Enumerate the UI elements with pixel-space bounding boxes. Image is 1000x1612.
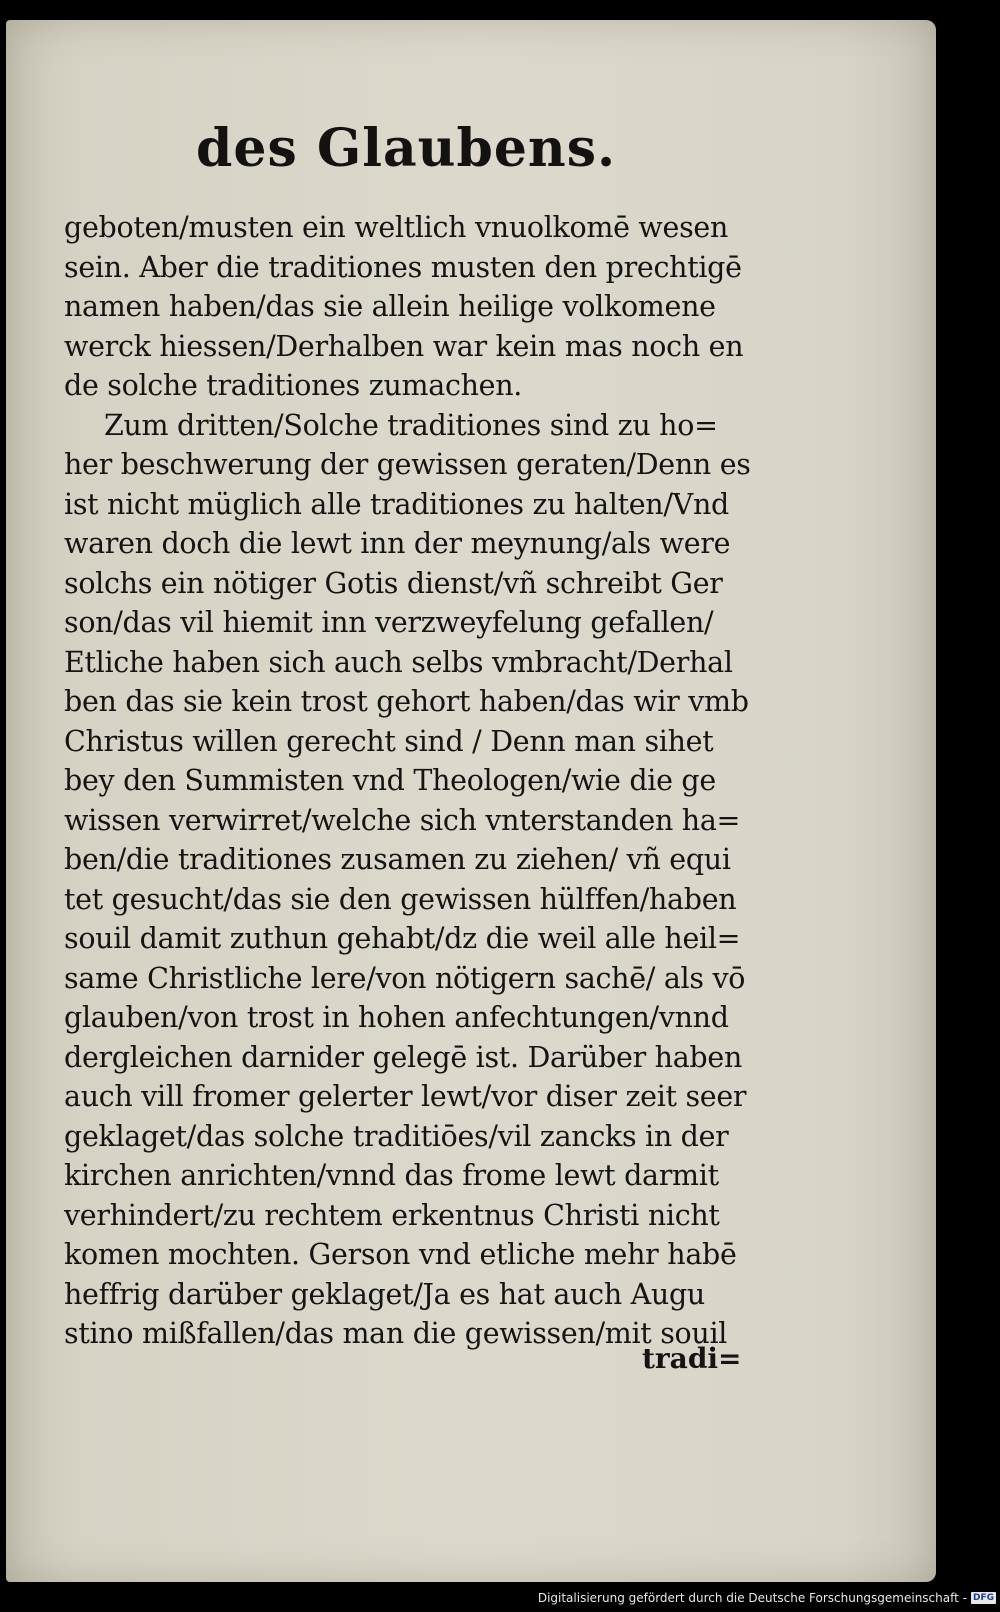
digitization-footer: [538, 1586, 996, 1610]
dfg-logo-icon: DFG: [972, 1593, 994, 1603]
text-line: ist nicht müglich alle traditiones zu halten/Vnd: [64, 487, 729, 521]
text-line: wissen verwirret/welche sich vnterstanden ha=: [64, 803, 741, 837]
running-head: des Glaubens.: [196, 118, 617, 179]
text-line: dergleichen darnider gelegē ist. Darüber haben: [64, 1040, 742, 1074]
text-line: de solche traditiones zumachen.: [64, 369, 523, 402]
text-line: kirchen anrichten/vnnd das frome lewt darmit: [64, 1159, 719, 1192]
text-line: souil damit zuthun gehabt/dz die weil alle heil=: [64, 922, 741, 955]
text-line: Zum dritten/Solche traditiones sind zu ho=: [104, 408, 718, 442]
text-line: werck hiessen/Derhalben war kein mas noch en: [64, 329, 744, 363]
text-line: Christus willen gerecht sind / Denn man sihet: [64, 724, 714, 758]
text-line: geklaget/das solche traditiōes/vil zancks in der: [64, 1119, 729, 1153]
text-line: sein. Aber die traditiones musten den prechtigē: [64, 250, 742, 284]
text-line: namen haben/das sie allein heilige volkomene: [64, 290, 716, 323]
text-block: [64, 208, 764, 1354]
text-line: komen mochten. Gerson vnd etliche mehr habē: [64, 1238, 737, 1271]
text-line: ben/die traditiones zusamen zu ziehen/ vñ equi: [64, 843, 731, 876]
text-line: geboten/musten ein weltlich vnuolkomē wesen: [64, 211, 729, 244]
text-line: waren doch die lewt inn der meynung/als were: [64, 527, 731, 560]
text-line: Etliche haben sich auch selbs vmbracht/Derhal: [64, 645, 733, 679]
text-line: ben das sie kein trost gehort haben/das wir vmb: [64, 685, 749, 718]
text-line: same Christliche lere/von nötigern sachē/ als vō: [64, 961, 746, 995]
text-line: tet gesucht/das sie den gewissen hülffen/haben: [64, 882, 737, 916]
text-line: auch vill fromer gelerter lewt/vor diser zeit seer: [64, 1080, 747, 1113]
text-line: heffrig darüber geklaget/Ja es hat auch Augu: [64, 1277, 705, 1311]
funding-credit: Digitalisierung gefördert durch die Deutsche Forschungsgemeinschaft -: [537, 1591, 967, 1605]
text-line: son/das vil hiemit inn verzweyfelung gefallen/: [64, 606, 714, 639]
book-page: [6, 20, 936, 1582]
text-line: stino mißfallen/das man die gewissen/mit souil: [64, 1317, 728, 1350]
catchword: tradi=: [642, 1342, 742, 1375]
text-line: verhindert/zu rechtem erkentnus Christi nicht: [64, 1198, 720, 1232]
text-line: her beschwerung der gewissen geraten/Denn es: [64, 448, 751, 481]
text-line: glauben/von trost in hohen anfechtungen/vnnd: [64, 1001, 729, 1034]
text-line: bey den Summisten vnd Theologen/wie die ge: [64, 764, 716, 797]
text-line: solchs ein nötiger Gotis dienst/vñ schreibt Ger: [64, 566, 723, 600]
